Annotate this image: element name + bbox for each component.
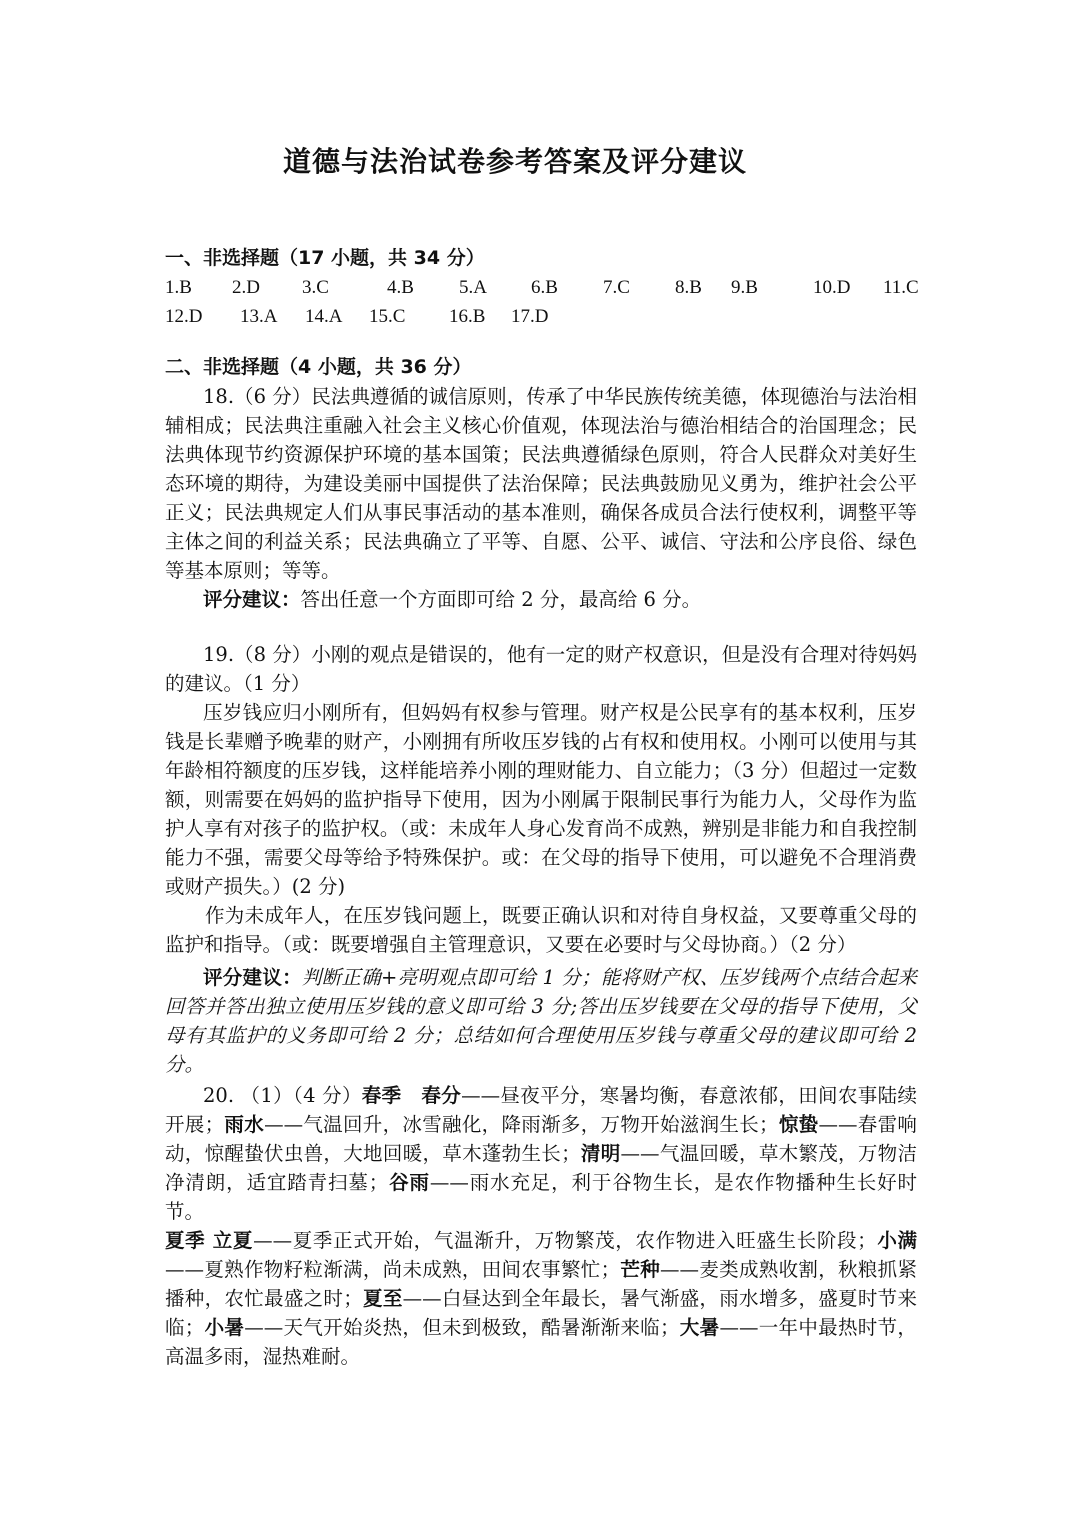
q18-scoring xyxy=(165,585,917,614)
q20-lead: 20. （1）（4 分） xyxy=(203,1084,362,1107)
term-desc: ——夏季正式开始，气温渐升，万物繁茂，农作物进入旺盛生长阶段； xyxy=(253,1229,877,1252)
term-summer: 夏季 立夏 xyxy=(165,1229,254,1252)
q20-answer-summer xyxy=(165,1226,917,1371)
answer-item: 10.D xyxy=(813,277,851,298)
answer-item: 5.A xyxy=(459,277,487,298)
answer-item: 1.B xyxy=(165,277,192,298)
term-desc: ——夏熟作物籽粒渐满，尚未成熟，田间农事繁忙； xyxy=(165,1258,621,1281)
term-jingzhe: 惊蛰 xyxy=(778,1113,819,1136)
q18-answer: 18.（6 分）民法典遵循的诚信原则，传承了中华民族传统美德，体现德治与法治相辅相成；民法典注重融入社会主义核心价值观，体现法治与德治相结合的治国理念；民法典体现节约资源保护环境的基本国策；民法典遵循绿色原则，符合人民群众对美好生态环境的期待，为建设美丽中国提供了法治保障；民法典鼓励见义勇为，维护社会公平正义；民法典规定人们从事民事活动的基本准则，确保各成员合法行使权利，调整平等主体之间的利益关系；民法典确立了平等、自愿、公平、诚信、守法和公序良俗、绿色等基本原则；等等。 xyxy=(165,385,917,582)
term-spring: 春季 春分 xyxy=(361,1084,462,1107)
answer-item: 15.C xyxy=(369,306,406,327)
answer-item: 2.D xyxy=(232,277,260,298)
term-xiazhi: 夏至 xyxy=(362,1287,403,1310)
term-qingming: 清明 xyxy=(580,1142,621,1165)
term-desc: ——气温回暖，草木繁茂，万物洁净清朗，适宜踏青扫墓； xyxy=(165,1142,917,1194)
answer-item: 11.C xyxy=(883,277,919,298)
q19-answer-p1: 19.（8 分）小刚的观点是错误的，他有一定的财产权意识，但是没有合理对待妈妈的建议。（1 分） xyxy=(165,643,917,695)
section1-heading: 一、非选择题（17 小题，共 34 分） xyxy=(165,247,485,269)
term-desc: ——白昼达到全年最长，暑气渐盛，雨水增多，盛夏时节来临； xyxy=(165,1287,917,1339)
answer-row-1 xyxy=(165,273,917,302)
answer-item: 14.A xyxy=(305,306,343,327)
section2-heading: 二、非选择题（4 小题，共 36 分） xyxy=(165,356,472,378)
term-desc: ——昼夜平分，寒暑均衡，春意浓郁，田间农事陆续开展； xyxy=(165,1084,917,1136)
answer-item: 6.B xyxy=(531,277,558,298)
term-dashu: 大暑 xyxy=(679,1316,720,1339)
answer-key xyxy=(165,273,917,331)
page-title: 道德与法治试卷参考答案及评分建议 xyxy=(282,145,747,178)
answer-item: 12.D xyxy=(165,306,203,327)
term-guyu: 谷雨 xyxy=(388,1171,430,1194)
answer-item: 9.B xyxy=(731,277,758,298)
term-desc: ——麦类成熟收割，秋粮抓紧播种，农忙最盛之时； xyxy=(165,1258,917,1310)
answer-item: 3.C xyxy=(302,277,329,298)
scoring-text: 答出任意一个方面即可给 2 分，最高给 6 分。 xyxy=(300,588,702,611)
answer-item: 8.B xyxy=(675,277,702,298)
answer-item: 16.B xyxy=(449,306,486,327)
term-desc: ——春雷响动，惊醒蛰伏虫兽，大地回暖，草木蓬勃生长； xyxy=(165,1113,917,1165)
q19-answer-p3: 作为未成年人，在压岁钱问题上，既要正确认识和对待自身权益，又要尊重父母的监护和指导。（或：既要增强自主管理意识，又要在必要时与父母协商。）（2 分） xyxy=(165,904,917,956)
answer-item: 13.A xyxy=(240,306,278,327)
q19-answer-p2: 压岁钱应归小刚所有，但妈妈有权参与管理。财产权是公民享有的基本权利，压岁钱是长辈赠予晚辈的财产，小刚拥有所收压岁钱的占有权和使用权。小刚可以使用与其年龄相符额度的压岁钱，这样能培养小刚的理财能力、自立能力；（3 分）但超过一定数额，则需要在妈妈的监护指导下使用，因为小刚属于限制民事行为能力人，父母作为监护人享有对孩子的监护权。（或：未成年人身心发育尚不成熟，辨别是非能力和自我控制能力不强，需要父母等给予特殊保护。或：在父母的指导下使用，可以避免不合理消费或财产损失。）(2 分) xyxy=(165,701,917,898)
term-desc: ——气温回升，冰雪融化，降雨渐多，万物开始滋润生长； xyxy=(264,1113,779,1136)
scoring-label: 评分建议： xyxy=(203,966,302,989)
content xyxy=(165,244,917,1371)
term-xiaoman: 小满 xyxy=(876,1229,917,1252)
answer-row-2 xyxy=(165,302,917,331)
answer-item: 4.B xyxy=(387,277,414,298)
term-yushui: 雨水 xyxy=(224,1113,265,1136)
q19-scoring xyxy=(165,963,917,1079)
scoring-text: 判断正确+亮明观点即可给 1 分；能将财产权、压岁钱两个点结合起来回答并答出独立使用压岁钱的意义即可给 3 分;答出压岁钱要在父母的指导下使用，父母有其监护的义务即可给 2 分；总结如何合理使用压岁钱与尊重父母的建议即可给 2 分。 xyxy=(165,966,917,1076)
term-xiaoshu: 小暑 xyxy=(204,1316,245,1339)
scoring-label: 评分建议： xyxy=(203,588,301,611)
answer-item: 7.C xyxy=(603,277,630,298)
term-mangzhong: 芒种 xyxy=(620,1258,661,1281)
term-desc: ——雨水充足，利于谷物生长，是农作物播种生长好时节。 xyxy=(165,1171,917,1223)
q20-answer-spring xyxy=(165,1081,917,1226)
term-desc: ——天气开始炎热，但未到极致，酷暑渐渐来临； xyxy=(244,1316,680,1339)
answer-item: 17.D xyxy=(511,306,549,327)
term-desc: ——一年中最热时节，高温多雨，湿热难耐。 xyxy=(165,1316,917,1368)
